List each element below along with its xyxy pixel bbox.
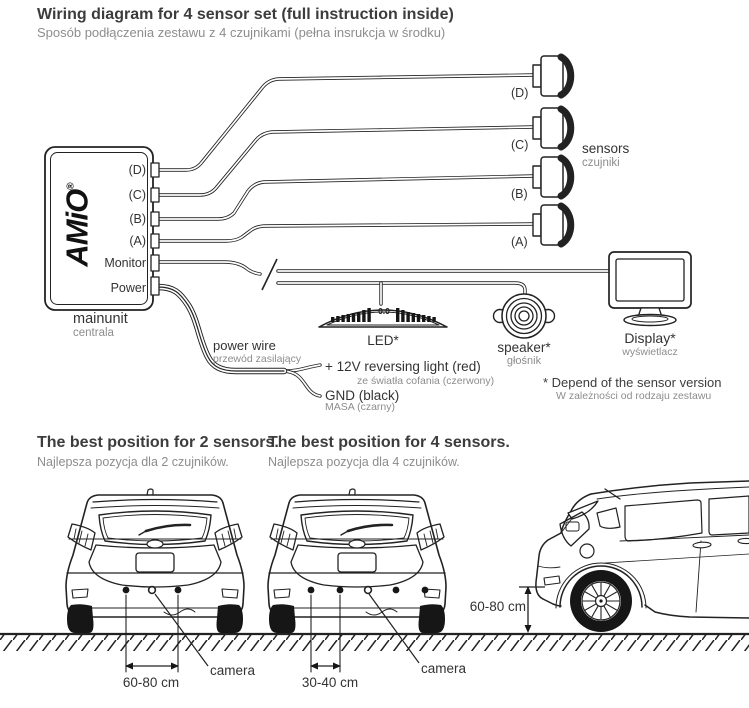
sensor-a-icon	[533, 205, 571, 245]
port-label-c: (C)	[128, 188, 146, 202]
car-four-sensors	[268, 489, 446, 633]
sensor-label-a: (A)	[511, 235, 528, 249]
gnd-label: GND (black)	[325, 388, 400, 403]
two-sensors-camera-label: camera	[210, 663, 256, 678]
page-subtitle: Sposób podłączenia zestawu z 4 czujnikami (pełna insrukcja w środku)	[37, 25, 446, 40]
two-sensors-subtitle: Najlepsza pozycja dla 2 czujników.	[37, 455, 229, 469]
reversing-light-label-pl: ze światła cofania (czerwony)	[357, 375, 495, 387]
power-wire-label-pl: przewód zasilający	[213, 353, 302, 365]
sensors-group-label-pl: czujniki	[582, 157, 620, 169]
footnote: * Depend of the sensor version	[543, 375, 722, 390]
speaker-label: speaker*	[497, 340, 551, 355]
sensor-glyphs	[533, 56, 571, 245]
four-sensors-distance: 30-40 cm	[301, 675, 359, 690]
mainunit-label: mainunit	[73, 311, 128, 327]
four-sensors-camera-label: camera	[421, 661, 467, 676]
display-label: Display*	[624, 330, 676, 346]
port-label-d: (D)	[128, 163, 146, 177]
reversing-light-label: + 12V reversing light (red)	[325, 359, 481, 374]
footnote-pl: W zależności od rodzaju zestawu	[556, 390, 712, 402]
car-two-sensors	[66, 489, 244, 633]
sensor-c-icon	[533, 108, 571, 148]
car-side-view	[536, 481, 749, 632]
sensors-group-label: sensors	[582, 141, 630, 156]
speaker-icon	[494, 294, 555, 338]
cable-break-icon	[262, 259, 277, 290]
power-wire-label: power wire	[213, 338, 276, 353]
amio-logo: AMiO®	[60, 183, 95, 267]
sensor-label-d: (D)	[511, 86, 529, 100]
led-label: LED*	[367, 333, 399, 348]
display-label-pl: wyświetlacz	[622, 346, 678, 358]
sensor-b-icon	[533, 157, 571, 197]
side-view-height: 60-80 cm	[469, 599, 526, 614]
led-readout: 0.0	[378, 306, 390, 316]
display-monitor-icon	[609, 252, 691, 326]
sensor-wires	[158, 75, 533, 241]
gnd-label-pl: MASA (czarny)	[325, 401, 396, 413]
page-title: Wiring diagram for 4 sensor set (full instruction inside)	[37, 6, 454, 23]
camera-dot-icon	[149, 587, 156, 594]
monitor-wires	[158, 259, 610, 304]
port-label-monitor: Monitor	[104, 256, 146, 270]
four-sensors-title: The best position for 4 sensors.	[268, 434, 510, 451]
port-label-b: (B)	[129, 212, 146, 226]
sensor-d-icon	[533, 56, 571, 96]
port-label-power: Power	[110, 281, 146, 295]
mainunit-label-pl: centrala	[73, 327, 114, 339]
sensor-label-c: (C)	[511, 138, 529, 152]
four-sensors-subtitle: Najlepsza pozycja dla 4 czujników.	[268, 455, 460, 469]
port-label-a: (A)	[129, 234, 146, 248]
camera-dot-icon	[365, 587, 372, 594]
speaker-label-pl: głośnik	[506, 355, 542, 367]
two-sensors-title: The best position for 2 sensors.	[37, 434, 279, 451]
sensor-label-b: (B)	[511, 187, 528, 201]
two-sensors-distance: 60-80 cm	[122, 675, 180, 690]
ground-line	[0, 634, 749, 651]
